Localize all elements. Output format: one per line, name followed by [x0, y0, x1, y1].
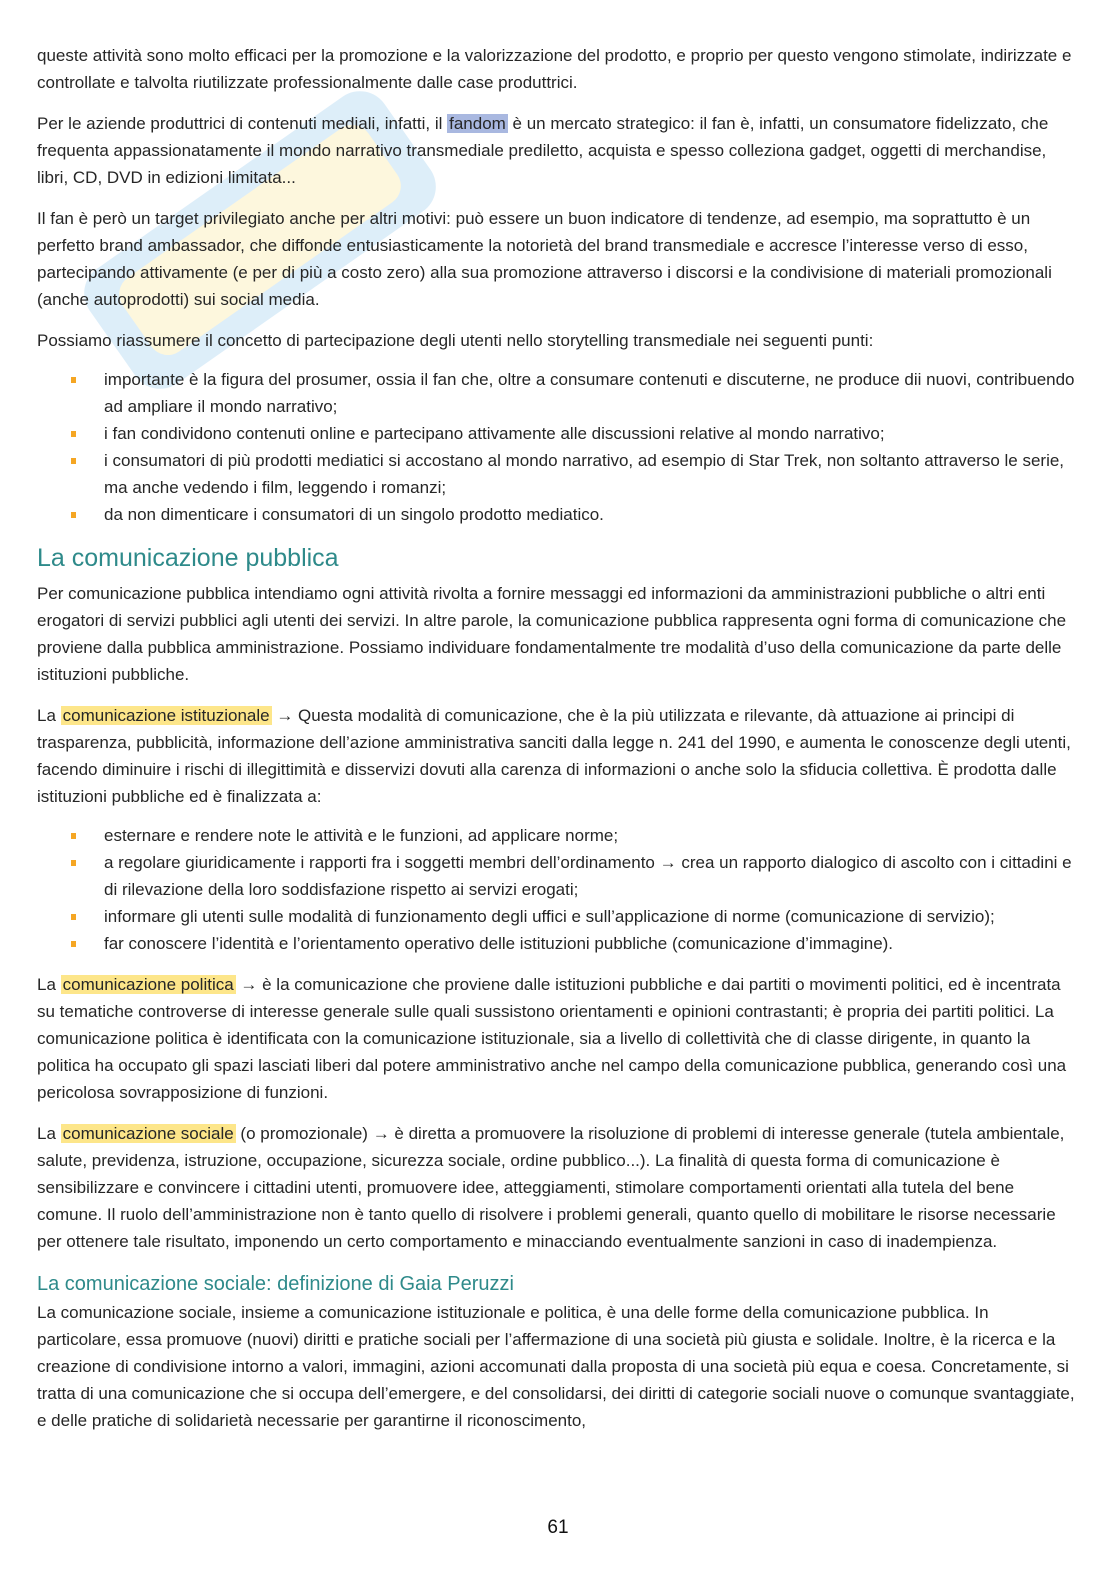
list-item: a regolare giuridicamente i rapporti fra i soggetti membri dell’ordinamento → crea un rapporto dialogico di ascolto con i cittadini e di rilevazione della loro soddisfazione rispetto ai servizi erogati; — [37, 849, 1075, 903]
political-highlight: comunicazione politica — [62, 975, 234, 994]
fandom-paragraph: Per le aziende produttrici di contenuti mediali, infatti, il fandom è un mercato strategico: il fan è, infatti, un consumatore fidelizzato, che frequenta appassionatamente il mondo narrativo transmediale prediletto, acquista e spesso colleziona gadget, oggetti di merchandise, libri, CD, DVD in edizioni limitata... — [37, 114, 1049, 187]
bullet-icon — [71, 860, 76, 866]
list-item: importante è la figura del prosumer, ossia il fan che, oltre a consumare contenuti e discuterne, ne produce dii nuovi, contribuendo ad ampliare il mondo narrativo; — [37, 366, 1075, 420]
public-paragraph: Per comunicazione pubblica intendiamo ogni attività rivolta a fornire messaggi ed informazioni da amministrazioni pubbliche o altri enti erogatori di servizi pubblici agli utenti dei servizi. In altre parole, la comunicazione pubblica rappresenta ogni forma di comunicazione che proviene dalla pubblica amministrazione. Possiamo individuare fondamentalmente tre modalità d’uso della comunicazione da parte delle istituzioni pubbliche. — [37, 584, 1067, 684]
bullet-icon — [71, 512, 76, 518]
participation-list — [37, 366, 1075, 528]
peruzzi-paragraph: La comunicazione sociale, insieme a comunicazione istituzionale e politica, è una delle forme della comunicazione pubblica. In particolare, essa promuove (nuovi) diritti e pratiche sociali per l’affermazione di una società più giusta e solidale. Inoltre, è la ricerca e la creazione di condivisione intorno a valori, immagini, azioni accomunati dalla proposta di una società più equa e coesa. Concretamente, si tratta di una comunicazione che si occupa dell’emergere, e del consolidarsi, dei diritti di categorie sociali nuove o comunque svantaggiate, e delle pratiche di solidarietà necessarie per garantirne il riconoscimento, — [37, 1303, 1075, 1430]
bullet-icon — [71, 431, 76, 437]
list-item: da non dimenticare i consumatori di un singolo prodotto mediatico. — [37, 501, 1075, 528]
heading-public-communication: La comunicazione pubblica — [37, 544, 339, 572]
intro-continuation: queste attività sono molto efficaci per la promozione e la valorizzazione del prodotto, e proprio per questo vengono stimolate, indirizzate e controllate e talvolta riutilizzate professionalmente dalle case produttrici. — [37, 46, 1072, 92]
list-item: i consumatori di più prodotti mediatici si accostano al mondo narrativo, ad esempio di Star Trek, non soltanto attraverso le serie, ma anche vedendo i film, leggendo i romanzi; — [37, 447, 1075, 501]
list-item: i fan condividono contenuti online e partecipano attivamente alle discussioni relative al mondo narrativo; — [37, 420, 1075, 447]
document-page — [37, 42, 1075, 1448]
bullet-icon — [71, 377, 76, 383]
list-item: esternare e rendere note le attività e le funzioni, ad applicare norme; — [37, 822, 1075, 849]
social-highlight: comunicazione sociale — [62, 1124, 234, 1143]
social-paragraph: La comunicazione sociale (o promozionale) → è diretta a promuovere la risoluzione di problemi di interesse generale (tutela ambientale, salute, previdenza, istruzione, occupazione, sicurezza sociale, ordine pubblico...). La finalità di questa forma di comunicazione è sensibilizzare e convincere i cittadini utenti, promuovere idee, atteggiamenti, stimolare comportamenti orientati alla tutela del bene comune. Il ruolo dell’amministrazione non è tanto quello di risolvere i problemi generali, quanto quello di mobilitare le risorse necessarie per ottenere tale risultato, imponendo un certo comportamento e minacciando eventualmente sanzioni in caso di inadempienza. — [37, 1124, 1065, 1251]
fandom-highlight: fandom — [449, 114, 506, 133]
target-paragraph: Il fan è però un target privilegiato anche per altri motivi: può essere un buon indicatore di tendenze, ad esempio, ma soprattutto è un perfetto brand ambassador, che diffonde entusiasticamente la notorietà del brand transmediale e accresce l’interesse verso di esso, partecipando attivamente (e per di più a costo zero) alla sua promozione attraverso i discorsi e la condivisione di materiali promozionali (anche autoprodotti) sui social media. — [37, 209, 1052, 309]
bullet-icon — [71, 941, 76, 947]
political-paragraph: La comunicazione politica → è la comunicazione che proviene dalle istituzioni pubbliche e dai partiti o movimenti politici, ed è incentrata su tematiche controverse di interesse generale sulle quali sussistono orientamenti e opinioni contrastanti; è propria dei partiti politici. La comunicazione politica è identificata con la comunicazione istituzionale, sia a livello di collettività che di classe dirigente, in quanto la politica ha occupato gli spazi lasciati liberi dal potere amministrativo anche nel campo della comunicazione pubblica, generando così una pericolosa sovrapposizione di funzioni. — [37, 975, 1067, 1102]
institutional-paragraph: La comunicazione istituzionale → Questa modalità di comunicazione, che è la più utilizzata e rilevante, dà attuazione ai principi di trasparenza, pubblicità, informazione dell’azione amministrativa sanciti dalla legge n. 241 del 1990, e aumenta le conoscenze degli utenti, facendo diminuire i rischi di illegittimità e disservizi dovuti alla carenza di informazioni o anche solo la sfiducia collettiva. È prodotta dalle istituzioni pubbliche ed è finalizzata a: — [37, 706, 1071, 806]
institutional-highlight: comunicazione istituzionale — [62, 706, 270, 725]
list-item: informare gli utenti sulle modalità di funzionamento degli uffici e sull’applicazione di norme (comunicazione di servizio); — [37, 903, 1075, 930]
bullet-icon — [71, 458, 76, 464]
summary-paragraph: Possiamo riassumere il concetto di partecipazione degli utenti nello storytelling transmediale nei seguenti punti: — [37, 331, 874, 350]
heading-peruzzi: La comunicazione sociale: definizione di Gaia Peruzzi — [37, 1273, 514, 1295]
page-number: 61 — [547, 1517, 569, 1538]
bullet-icon — [71, 914, 76, 920]
institutional-list — [37, 822, 1075, 957]
list-item: far conoscere l’identità e l’orientamento operativo delle istituzioni pubbliche (comunicazione d’immagine). — [37, 930, 1075, 957]
bullet-icon — [71, 833, 76, 839]
